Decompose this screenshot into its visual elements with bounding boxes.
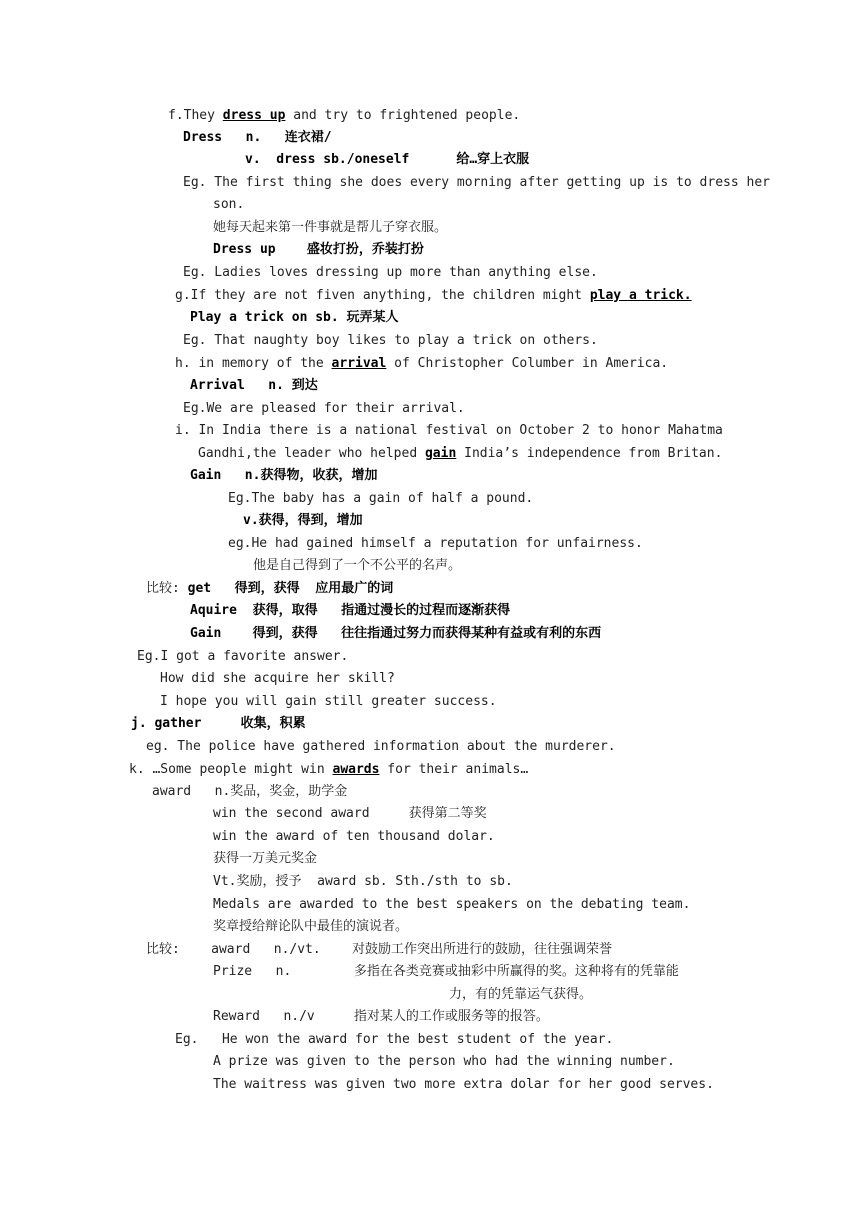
text-line bbox=[213, 963, 679, 981]
text-segment: Gain 得到，获得 往往指通过努力而获得某种有益或有利的东西 bbox=[190, 626, 602, 641]
text-segment: of Christopher Columber in America. bbox=[386, 356, 669, 371]
text-line bbox=[213, 828, 495, 846]
text-line bbox=[190, 309, 399, 327]
text-segment: get 得到，获得 应用最广的词 bbox=[187, 581, 394, 596]
text-segment: A prize was given to the person who had the winning number. bbox=[213, 1054, 675, 1069]
text-segment: Dress n. 连衣裙/ bbox=[183, 130, 332, 145]
text-line bbox=[213, 850, 317, 868]
text-segment: Eg.I got a favorite answer. bbox=[137, 649, 349, 664]
text-segment: 获得一万美元奖金 bbox=[213, 851, 318, 866]
text-segment: i. In India there is a national festival on October 2 to honor Mahatma bbox=[175, 423, 723, 438]
text-segment: k. …Some people might win bbox=[129, 762, 333, 777]
text-segment: eg.He had gained himself a reputation for unfairness. bbox=[228, 536, 643, 551]
text-segment: How did she acquire her skill? bbox=[160, 671, 395, 686]
text-segment: Eg.We are pleased for their arrival. bbox=[183, 401, 465, 416]
text-segment: Play a trick on sb. 玩弄某人 bbox=[190, 310, 399, 325]
text-line bbox=[213, 1076, 714, 1094]
text-segment: Dress up 盛妆打扮，乔装打扮 bbox=[213, 242, 424, 257]
text-segment: and try to frightened people. bbox=[285, 108, 521, 123]
text-line bbox=[213, 805, 487, 823]
text-line bbox=[175, 1031, 613, 1049]
text-line bbox=[129, 761, 528, 779]
text-segment: 奖章授给辩论队中最佳的演说者。 bbox=[213, 919, 409, 934]
text-segment: eg. The police have gathered information about the murderer. bbox=[146, 739, 616, 754]
text-segment: v.获得，得到，增加 bbox=[243, 513, 363, 528]
text-line bbox=[190, 377, 318, 395]
text-segment: Eg. That naughty boy likes to play a trick on others. bbox=[183, 333, 598, 348]
text-line bbox=[175, 355, 668, 373]
text-segment: Eg. Ladies loves dressing up more than anything else. bbox=[183, 265, 598, 280]
text-line bbox=[245, 151, 529, 169]
text-line bbox=[228, 535, 643, 553]
text-line bbox=[213, 1053, 675, 1071]
text-segment: Gandhi,the leader who helped bbox=[198, 446, 425, 461]
text-line bbox=[160, 670, 395, 688]
text-line bbox=[213, 241, 424, 259]
text-segment: Aquire 获得，取得 指通过漫长的过程而逐渐获得 bbox=[190, 603, 511, 618]
text-line bbox=[168, 107, 520, 125]
text-segment: Prize n. 多指在各类竞赛或抽彩中所赢得的奖。这种将有的凭靠能 bbox=[213, 964, 679, 979]
text-line bbox=[190, 602, 510, 620]
text-segment: j. gather 收集，积累 bbox=[131, 716, 306, 731]
text-line bbox=[146, 580, 393, 598]
text-line bbox=[146, 941, 612, 959]
text-line bbox=[183, 332, 598, 350]
text-line bbox=[253, 557, 461, 575]
text-line bbox=[213, 918, 408, 936]
text-line bbox=[213, 896, 690, 914]
text-line bbox=[243, 512, 363, 530]
text-segment: award n.奖品，奖金，助学金 bbox=[152, 784, 348, 799]
text-segment: Arrival n. 到达 bbox=[190, 378, 318, 393]
text-line bbox=[228, 490, 533, 508]
text-line bbox=[213, 219, 447, 237]
text-segment: for their animals… bbox=[379, 762, 529, 777]
underlined-term: play a trick. bbox=[589, 288, 692, 303]
text-segment: son. bbox=[213, 197, 245, 212]
text-line bbox=[190, 467, 377, 485]
text-segment: 她每天起来第一件事就是帮儿子穿衣服。 bbox=[213, 220, 448, 235]
text-segment: I hope you will gain still greater success. bbox=[160, 694, 497, 709]
text-segment: f.They bbox=[168, 108, 223, 123]
text-segment: Gain n.获得物，收获，增加 bbox=[190, 468, 378, 483]
text-segment: 比较: award n./vt. 对鼓励工作突出所进行的鼓励，往往强调荣誉 bbox=[146, 942, 613, 957]
text-segment: win the second award 获得第二等奖 bbox=[213, 806, 487, 821]
text-segment: Reward n./v 指对某人的工作或服务等的报答。 bbox=[213, 1009, 549, 1024]
text-segment: Eg.The baby has a gain of half a pound. bbox=[228, 491, 534, 506]
text-line bbox=[152, 783, 347, 801]
text-line bbox=[449, 986, 592, 1004]
text-line bbox=[131, 715, 306, 733]
text-line bbox=[183, 129, 332, 147]
text-segment: India’s independence from Britan. bbox=[456, 446, 723, 461]
underlined-term: dress up bbox=[222, 108, 286, 123]
text-line bbox=[213, 196, 244, 214]
text-line bbox=[183, 174, 770, 192]
text-segment: 力，有的凭靠运气获得。 bbox=[449, 987, 593, 1002]
text-segment: h. in memory of the bbox=[175, 356, 332, 371]
underlined-term: arrival bbox=[331, 356, 387, 371]
text-segment: v. dress sb./oneself 给…穿上衣服 bbox=[245, 152, 530, 167]
underlined-term: awards bbox=[332, 762, 380, 777]
text-line bbox=[175, 422, 723, 440]
text-line bbox=[160, 693, 497, 711]
text-segment: The waitress was given two more extra dolar for her good serves. bbox=[213, 1077, 714, 1092]
text-line bbox=[198, 445, 722, 463]
text-line bbox=[183, 264, 598, 282]
text-line bbox=[213, 1008, 549, 1026]
text-segment: 比较: bbox=[146, 581, 188, 596]
text-line bbox=[190, 625, 601, 643]
text-line bbox=[175, 287, 692, 305]
text-line bbox=[183, 400, 465, 418]
text-segment: Eg. The first thing she does every morning after getting up is to dress her bbox=[183, 175, 770, 190]
underlined-term: gain bbox=[424, 446, 457, 461]
text-segment: g.If they are not fiven anything, the children might bbox=[175, 288, 590, 303]
text-segment: win the award of ten thousand dolar. bbox=[213, 829, 495, 844]
text-line bbox=[146, 738, 616, 756]
text-segment: 他是自己得到了一个不公平的名声。 bbox=[253, 558, 462, 573]
text-segment: Medals are awarded to the best speakers on the debating team. bbox=[213, 897, 691, 912]
text-line bbox=[213, 873, 513, 891]
text-segment: Vt.奖励，授予 award sb. Sth./sth to sb. bbox=[213, 874, 513, 889]
text-segment: Eg. He won the award for the best student of the year. bbox=[175, 1032, 614, 1047]
text-line bbox=[137, 648, 348, 666]
